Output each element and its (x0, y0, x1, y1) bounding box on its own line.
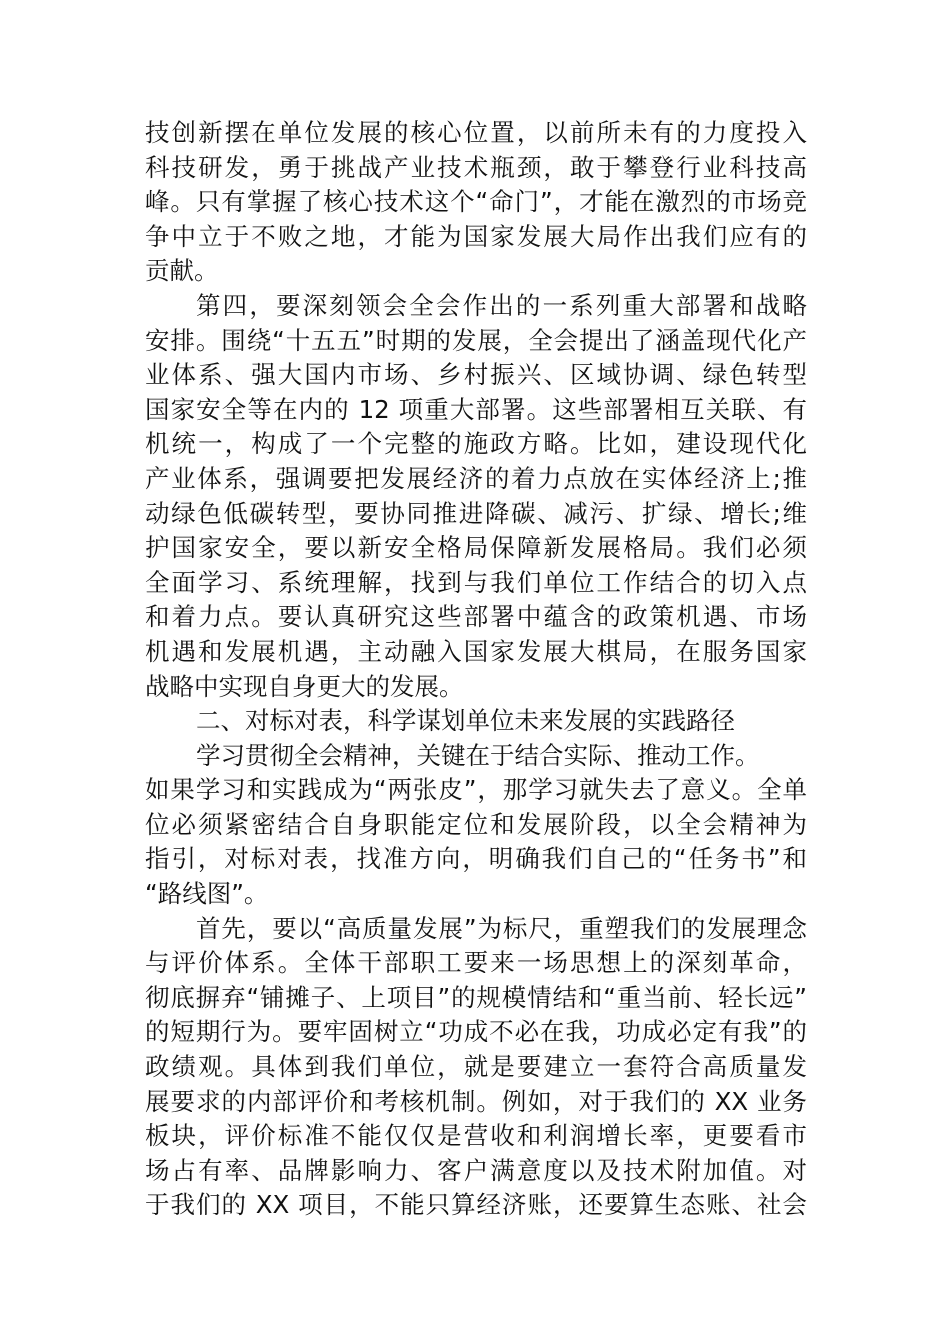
text-line: 产业体系，强调要把发展经济的着力点放在实体经济上;推 (145, 463, 807, 493)
text-line: 动绿色低碳转型，要协同推进降碳、减污、扩绿、增长;维 (145, 498, 807, 528)
paragraph-fourth-point (145, 289, 807, 704)
text-line: 机统一，构成了一个完整的施政方略。比如，建设现代化 (145, 429, 807, 459)
text-line: 指引，对标对表，找准方向，明确我们自己的“任务书”和 (145, 844, 807, 874)
text-line: 战略中实现自身更大的发展。 (145, 671, 464, 701)
text-line: 政绩观。具体到我们单位，就是要建立一套符合高质量发 (145, 1052, 807, 1082)
text-line: 全面学习、系统理解，找到与我们单位工作结合的切入点 (145, 567, 807, 597)
text-line: 与评价体系。全体干部职工要来一场思想上的深刻革命， (145, 948, 807, 978)
text-line: 第四，要深刻领会全会作出的一系列重大部署和战略 (196, 290, 807, 320)
text-line: 科技研发，勇于挑战产业技术瓶颈，敢于攀登行业科技高 (145, 152, 807, 182)
text-line: 机遇和发展机遇，主动融入国家发展大棋局，在服务国家 (145, 636, 807, 666)
text-line: 场占有率、品牌影响力、客户满意度以及技术附加值。对 (145, 1155, 807, 1185)
text-line: 展要求的内部评价和考核机制。例如，对于我们的 XX 业务 (145, 1086, 807, 1116)
text-line: 技创新摆在单位发展的核心位置，以前所未有的力度投入 (145, 118, 807, 147)
text-line: 护国家安全，要以新安全格局保障新发展格局。我们必须 (145, 533, 807, 563)
paragraph-first-high-quality (145, 912, 807, 1223)
text-line: 的短期行为。要牢固树立“功成不必在我，功成必定有我”的 (145, 1017, 807, 1047)
document-page (145, 116, 807, 1223)
text-line: 如果学习和实践成为“两张皮”，那学习就失去了意义。全单 (145, 775, 807, 805)
text-line: 贡献。 (145, 256, 219, 286)
paragraph-tech-innovation (145, 116, 807, 289)
text-line: 于我们的 XX 项目，不能只算经济账，还要算生态账、社会 (145, 1190, 807, 1220)
text-line: 首先，要以“高质量发展”为标尺，重塑我们的发展理念 (196, 913, 807, 943)
text-line: 国家安全等在内的 12 项重大部署。这些部署相互关联、有 (145, 394, 807, 424)
section-heading (145, 704, 807, 739)
text-line: 彻底摒弃“铺摊子、上项目”的规模情结和“重当前、轻长远” (145, 982, 807, 1012)
text-line: 业体系、强大国内市场、乡村振兴、区域协调、绿色转型 (145, 360, 807, 390)
text-line: 争中立于不败之地，才能为国家发展大局作出我们应有的 (145, 221, 807, 251)
text-line: 位必须紧密结合自身职能定位和发展阶段，以全会精神为 (145, 809, 807, 839)
text-line: 和着力点。要认真研究这些部署中蕴含的政策机遇、市场 (145, 602, 807, 632)
text-line: 学习贯彻全会精神，关键在于结合实际、推动工作。 (196, 740, 760, 770)
text-line: 板块，评价标准不能仅仅是营收和利润增长率，更要看市 (145, 1121, 807, 1151)
section-heading-text: 二、对标对表，科学谋划单位未来发展的实践路径 (196, 706, 735, 736)
text-line: “路线图”。 (145, 879, 269, 909)
text-line: 峰。只有掌握了核心技术这个“命门”，才能在激烈的市场竞 (145, 187, 807, 217)
text-line: 安排。围绕“十五五”时期的发展，全会提出了涵盖现代化产 (145, 325, 807, 355)
paragraph-study-practice (145, 739, 807, 912)
